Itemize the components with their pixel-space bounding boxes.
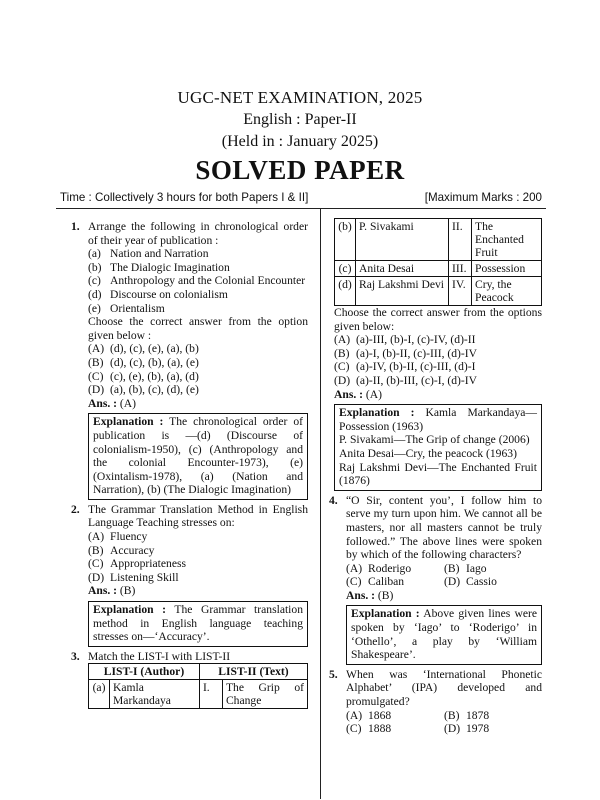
option-value: (a)-III, (b)-I, (c)-IV, (d)-II: [356, 333, 476, 347]
option-key: (A): [346, 708, 363, 722]
item-list: [88, 247, 308, 315]
option: [88, 356, 308, 370]
answer: [88, 397, 308, 411]
paper-subtitle: English : Paper-II: [243, 111, 357, 128]
option-value: (c), (e), (b), (a), (d): [110, 369, 199, 383]
answer: [346, 589, 542, 603]
page-title: SOLVED PAPER: [195, 155, 405, 185]
option: [88, 557, 308, 571]
option-key: (B): [334, 346, 350, 360]
question-number: 2.: [71, 502, 80, 516]
explanation-box: [334, 404, 542, 491]
option: [88, 342, 308, 356]
option-key: (C): [88, 557, 104, 571]
table-row: [335, 277, 542, 306]
option-value: 1868: [368, 708, 392, 722]
list-item: [88, 261, 308, 275]
question-2: [56, 503, 308, 647]
question-1: [56, 220, 308, 500]
option-value: 1888: [368, 722, 392, 736]
option-value: Listening Skill: [110, 570, 179, 584]
option-value: Caliban: [368, 575, 405, 589]
option: [444, 562, 542, 576]
option-key: (D): [88, 383, 105, 397]
option: [88, 544, 308, 558]
question-text: Arrange the following in chronological order of their year of publication :: [88, 220, 308, 247]
option-value: Orientalism: [110, 301, 165, 315]
option: [444, 709, 542, 723]
option-key: (c): [88, 274, 101, 288]
time-info: Time : Collectively 3 hours for both Papers I & II]: [60, 191, 309, 204]
answer: [88, 584, 308, 598]
option-list: [346, 562, 542, 589]
option: [444, 575, 542, 589]
option-key: (D): [334, 373, 351, 387]
option: [334, 374, 542, 388]
option: [88, 383, 308, 397]
option-value: Anthropology and the Colonial Encounter: [110, 274, 306, 288]
option-value: Cassio: [466, 575, 497, 589]
option-key: (B): [88, 355, 104, 369]
option-value: Accuracy: [110, 543, 155, 557]
option-value: Ans. :: [88, 584, 117, 598]
option-key: (a): [88, 247, 101, 261]
explanation-text: Above given lines were spoken by ‘Iago’ to ‘Roderigo’ in ‘Othello’, a play by ‘William Shakespeare’.: [351, 607, 537, 662]
option-key: IV.: [449, 277, 472, 306]
option-value: (A): [119, 396, 137, 410]
option-value: Nation and Narration: [110, 247, 209, 261]
table-header-row: [89, 664, 308, 680]
option-value: Kamla Markandaya: [110, 680, 200, 709]
option-key: (d): [335, 277, 356, 306]
question-text: “O Sir, content you’, I follow him to serve my turn upon him. We cannot all be masters, nor all masters cannot be truly followed.” The above lines were spoken by which of the following characters?: [346, 493, 542, 562]
question-number: 5.: [329, 667, 338, 681]
answer-prompt: Choose the correct answer from the option given below :: [88, 315, 308, 342]
match-table-part1: [88, 663, 308, 709]
answer-prompt: Choose the correct answer from the options given below:: [334, 306, 542, 333]
option-value: Possession: [472, 261, 542, 277]
match-table-part2: [334, 218, 542, 306]
table-row: [335, 219, 542, 261]
option-value: Roderigo: [368, 561, 412, 575]
table-row: [89, 680, 308, 709]
option: [346, 575, 444, 589]
option-key: (B): [444, 561, 460, 575]
list-item: [88, 302, 308, 316]
question-number: 3.: [71, 649, 80, 663]
option-value: Discourse on colonialism: [110, 287, 228, 301]
option-value: P. Sivakami: [356, 219, 449, 261]
question-number: 4.: [329, 493, 338, 507]
option: [444, 722, 542, 736]
option-value: Ans. :: [334, 387, 363, 401]
option-value: (A): [365, 387, 383, 401]
explanation-label: Explanation :: [351, 607, 420, 621]
question-number: 1.: [71, 220, 80, 233]
option-key: (D): [88, 570, 105, 584]
explanation-label: Explanation :: [93, 415, 164, 429]
option-value: (a), (b), (c), (d), (e): [110, 383, 199, 397]
option-key: (e): [88, 301, 101, 315]
option-value: Cry, the Peacock: [472, 277, 542, 306]
explanation-box: [88, 601, 308, 647]
option-value: (a)-IV, (b)-II, (c)-III, (d)-I: [356, 360, 476, 374]
option-key: (D): [444, 722, 461, 736]
explanation-label: Explanation :: [93, 603, 167, 617]
option: [346, 722, 444, 736]
option-key: (A): [88, 342, 105, 356]
option: [346, 709, 444, 723]
question-4: [314, 494, 542, 665]
header-divider: [56, 208, 546, 209]
option-key: (A): [346, 561, 363, 575]
option-key: (D): [444, 575, 461, 589]
option: [346, 562, 444, 576]
option-key: (B): [444, 708, 460, 722]
option-key: (C): [88, 369, 104, 383]
option-value: (d), (c), (b), (a), (e): [110, 355, 199, 369]
option-value: (a)-I, (b)-II, (c)-III, (d)-IV: [356, 346, 478, 360]
option: [334, 347, 542, 361]
option-value: 1978: [466, 722, 490, 736]
option: [88, 370, 308, 384]
option-key: (c): [335, 261, 356, 277]
option-key: (d): [88, 287, 102, 301]
option-key: (a): [89, 680, 110, 709]
question-text: When was ‘International Phonetic Alphabet’ (IPA) developed and promulgated?: [346, 667, 542, 709]
list-item: [88, 288, 308, 302]
option-key: (C): [346, 575, 362, 589]
explanation-text: The chronological order of publication is —(d) (Discourse of colonialism-1950), (c) (Anthropology and the colonial Encounter-1973), (e) (Oxintalism-1978), (a) (Nation and Narration), (b) (The Dialogic Imagination): [93, 415, 303, 497]
explanation-line: P. Sivakami—The Grip of change (2006): [339, 433, 530, 447]
option: [334, 333, 542, 347]
list-item: [88, 274, 308, 288]
option-value: Raj Lakshmi Devi: [356, 277, 449, 306]
explanation-box: [346, 605, 542, 664]
option: [334, 360, 542, 374]
explanation-text: The Grammar translation method in English language teaching stresses on—‘Accuracy’.: [93, 603, 303, 644]
list1-header: LIST-I (Author): [89, 664, 200, 680]
option-list: [88, 530, 308, 584]
option-value: 1878: [466, 708, 490, 722]
option-key: (A): [334, 333, 351, 347]
question-3: [56, 650, 308, 710]
option-key: (A): [88, 530, 105, 544]
option-value: Iago: [466, 561, 487, 575]
option-value: Fluency: [110, 530, 148, 544]
option-value: Ans. :: [346, 588, 375, 602]
option-list: [334, 333, 542, 387]
option-key: (b): [88, 260, 102, 274]
list2-header: LIST-II (Text): [199, 664, 307, 680]
option-value: The Dialogic Imagination: [110, 260, 230, 274]
option-value: (B): [377, 588, 394, 602]
option-key: (B): [88, 543, 104, 557]
option-value: The Grip of Change: [222, 680, 307, 709]
question-text: Match the LIST-I with LIST-II: [88, 649, 231, 663]
max-marks: [Maximum Marks : 200: [424, 191, 542, 204]
question-text: The Grammar Translation Method in English Language Teaching stresses on:: [88, 502, 308, 530]
option-value: (d), (c), (e), (a), (b): [110, 342, 199, 356]
explanation-box: [88, 413, 308, 500]
right-column: [329, 218, 542, 736]
option-key: (C): [346, 722, 362, 736]
held-subtitle: (Held in : January 2025): [221, 133, 379, 150]
explanation-line: Raj Lakshmi Devi—The Enchanted Fruit (1876): [339, 460, 537, 488]
answer: [334, 388, 542, 402]
option-list: [346, 709, 542, 736]
option: [88, 530, 308, 544]
option-value: Appropriateness: [110, 557, 186, 571]
explanation-line: Anita Desai—Cry, the peacock (1963): [339, 446, 517, 460]
option-value: The Enchanted Fruit: [472, 219, 542, 261]
table-row: [335, 261, 542, 277]
option-list: [88, 342, 308, 396]
option-value: (B): [119, 584, 136, 598]
option-value: (a)-II, (b)-III, (c)-I, (d)-IV: [356, 373, 478, 387]
list-item: [88, 247, 308, 261]
explanation-label: Explanation :: [339, 406, 415, 420]
explanation-line: Kamla Markandaya—Possession (1963): [339, 406, 537, 433]
option: [88, 571, 308, 585]
left-column: [56, 220, 308, 709]
option-value: Ans. :: [88, 396, 117, 410]
option-key: I.: [199, 680, 222, 709]
question-5: [314, 668, 542, 736]
exam-meta: [60, 191, 542, 204]
option-value: Anita Desai: [356, 261, 449, 277]
option-key: II.: [449, 219, 472, 261]
option-key: III.: [449, 261, 472, 277]
exam-title: UGC-NET EXAMINATION, 2025: [177, 88, 423, 107]
option-key: (C): [334, 360, 350, 374]
option-key: (b): [335, 219, 356, 261]
